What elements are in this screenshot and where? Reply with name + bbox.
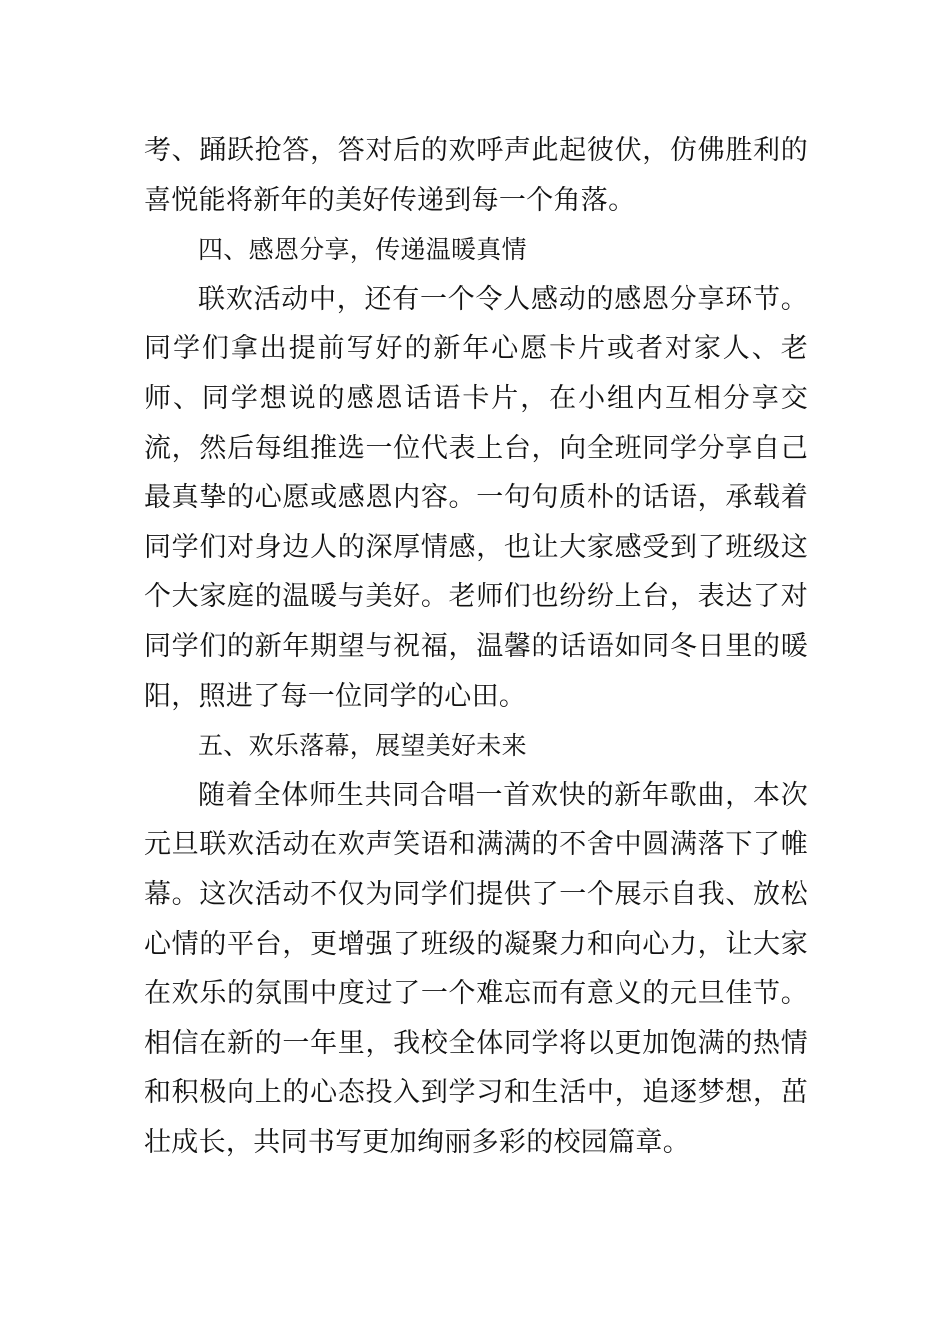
paragraph-gratitude: 联欢活动中，还有一个令人感动的感恩分享环节。同学们拿出提前写好的新年心愿卡片或者对家人、老师、同学想说的感恩话语卡片，在小组内互相分享交流，然后每组推选一位代表上台，向全班同学分享自己最真挚的心愿或感恩内容。一句句质朴的话语，承载着同学们对身边人的深厚情感，也让大家感受到了班级这个大家庭的温暖与美好。老师们也纷纷上台，表达了对同学们的新年期望与祝福，温馨的话语如同冬日里的暖阳，照进了每一位同学的心田。 [144, 283, 808, 712]
section-heading-closing: 五、欢乐落幕，展望美好未来 [198, 731, 527, 761]
paragraph-closing: 随着全体师生共同合唱一首欢快的新年歌曲，本次元旦联欢活动在欢声笑语和满满的不舍中圆满落下了帷幕。这次活动不仅为同学们提供了一个展示自我、放松心情的平台，更增强了班级的凝聚力和向心力，让大家在欢乐的氛围中度过了一个难忘而有意义的元旦佳节。相信在新的一年里，我校全体同学将以更加饱满的热情和积极向上的心态投入到学习和生活中，追逐梦想，茁壮成长，共同书写更加绚丽多彩的校园篇章。 [144, 779, 808, 1158]
paragraph-continuation: 考、踊跃抢答，答对后的欢呼声此起彼伏，仿佛胜利的喜悦能将新年的美好传递到每一个角落。 [144, 135, 808, 216]
section-heading-gratitude: 四、感恩分享，传递温暖真情 [198, 235, 527, 265]
document-body [144, 126, 808, 1167]
